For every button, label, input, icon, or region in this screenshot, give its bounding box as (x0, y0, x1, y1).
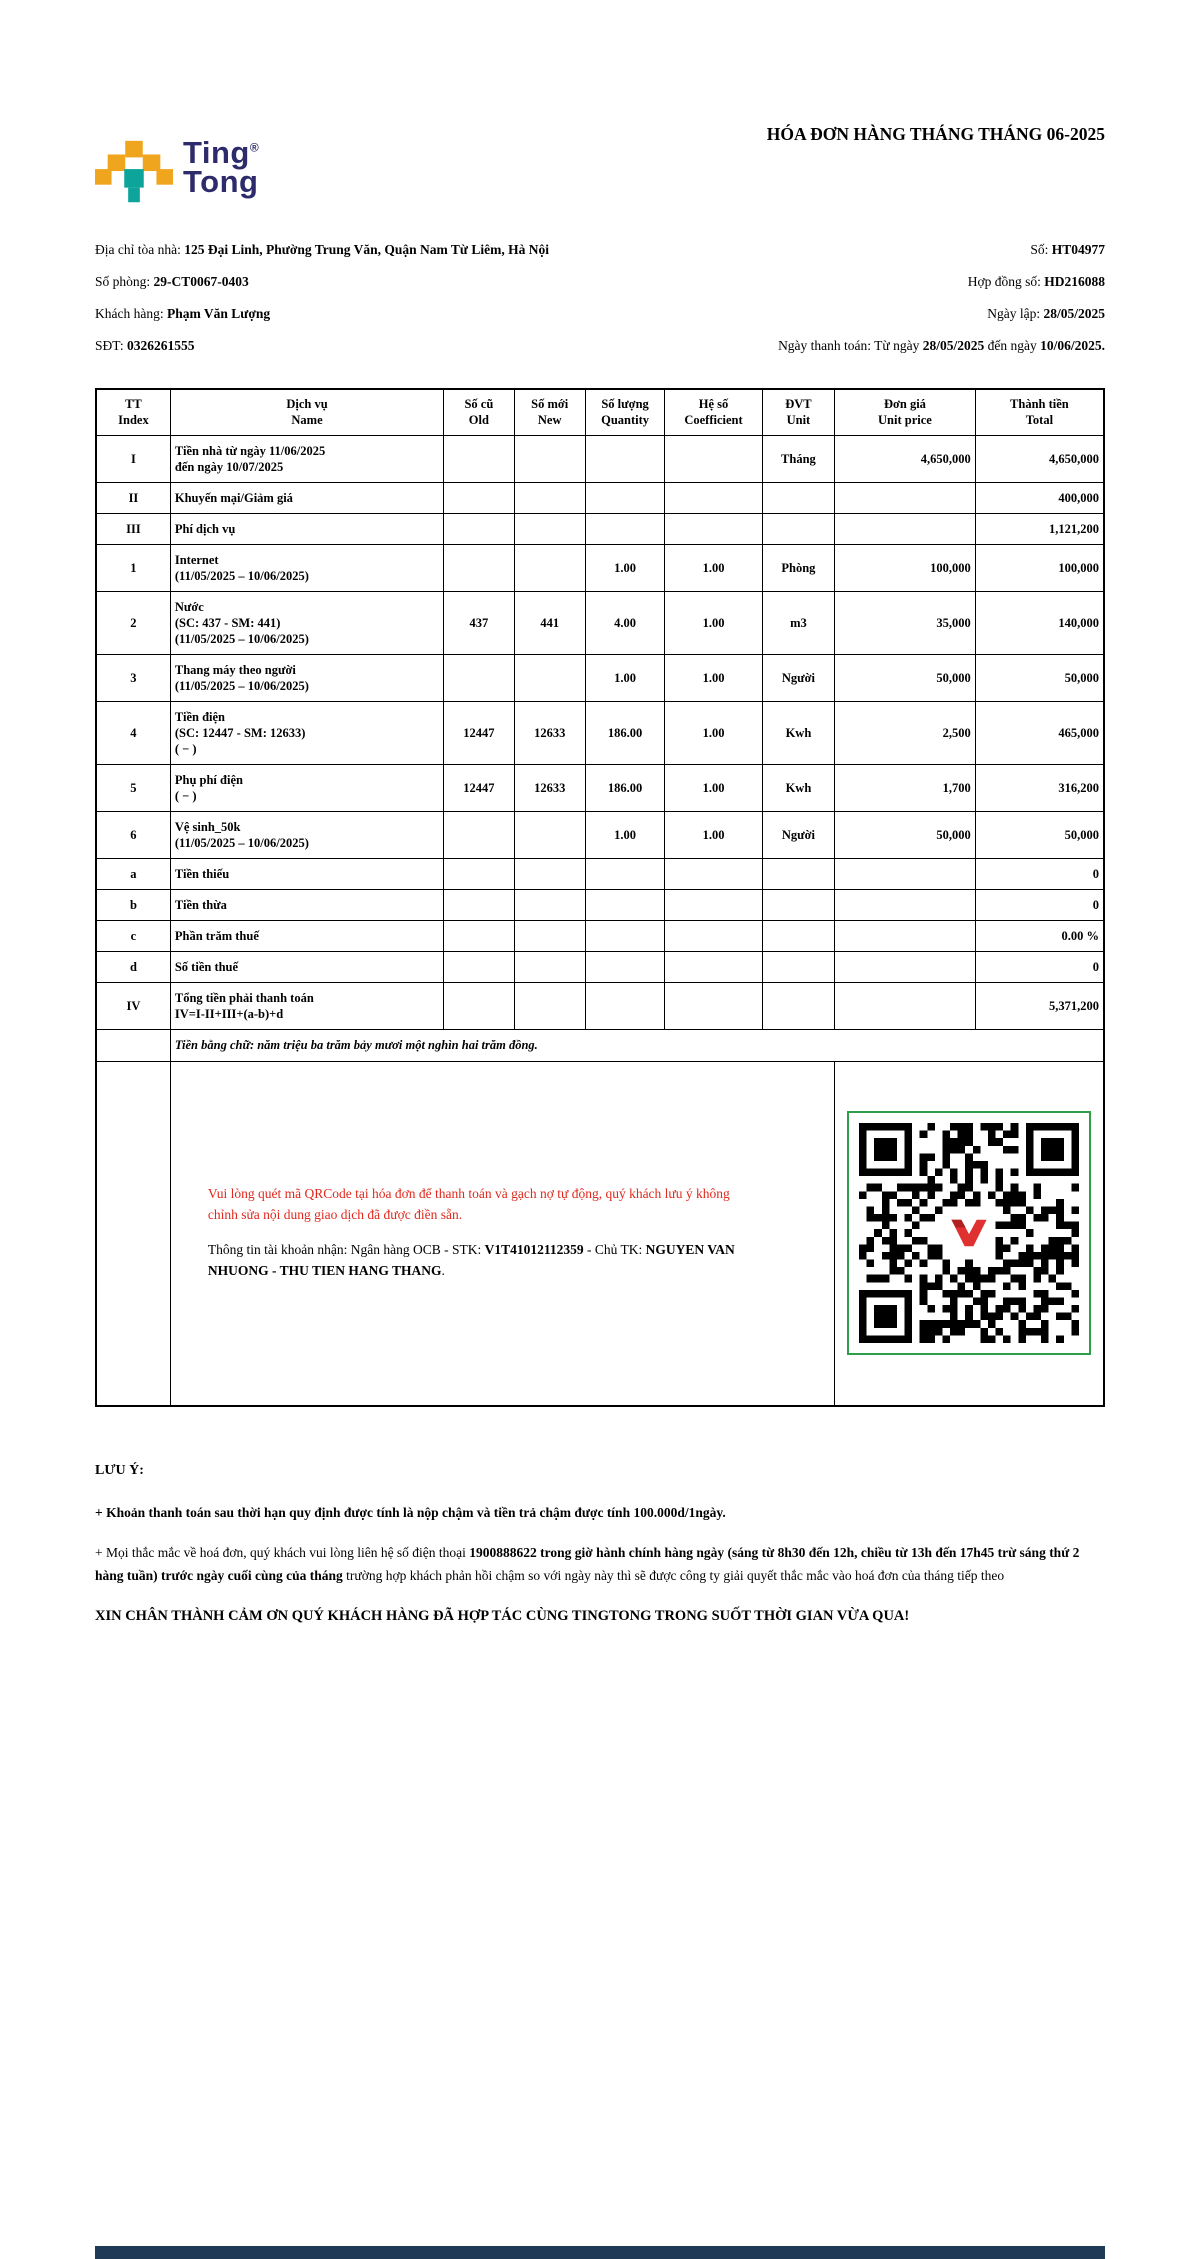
cell-qty (585, 920, 664, 951)
col-header-old: Số cũ Old (444, 389, 514, 435)
phone-value: 0326261555 (126, 338, 195, 353)
col-header-unit-price: Đơn giá Unit price (835, 389, 976, 435)
cell-unit: Tháng (762, 435, 834, 482)
invoice-table (95, 388, 1105, 1407)
table-row-6 (96, 811, 1104, 858)
table-row-c (96, 920, 1104, 951)
contract-number-line (565, 266, 1105, 298)
payment-period-line (565, 330, 1105, 362)
cell-name: Phí dịch vụ (170, 513, 443, 544)
address-label: Địa chỉ tòa nhà: (95, 242, 185, 257)
cell-unit (762, 513, 834, 544)
cell-coef: 1.00 (665, 811, 762, 858)
cell-qty: 1.00 (585, 811, 664, 858)
cell-qty (585, 982, 664, 1029)
col-header-quantity: Số lượng Quantity (585, 389, 664, 435)
customer-label: Khách hàng: (95, 306, 167, 321)
cell-old (444, 435, 514, 482)
payment-from-date: 28/05/2025 (922, 338, 985, 353)
cell-total: 316,200 (975, 764, 1104, 811)
cell-coef (665, 889, 762, 920)
cell-unit (762, 920, 834, 951)
cell-index: 6 (96, 811, 170, 858)
cell-new (514, 858, 585, 889)
cell-unit (762, 858, 834, 889)
col-header-total: Thành tiền Total (975, 389, 1104, 435)
qr-center-v-logo-icon (944, 1217, 994, 1249)
invoice-number-label: Số: (1030, 242, 1052, 257)
cell-coef (665, 982, 762, 1029)
cell-price: 35,000 (835, 591, 976, 654)
table-row-b (96, 889, 1104, 920)
cell-new: 12633 (514, 764, 585, 811)
cell-qty: 4.00 (585, 591, 664, 654)
cell-coef: 1.00 (665, 654, 762, 701)
logo-wordmark (183, 135, 260, 200)
payment-mid: đến ngày (984, 338, 1041, 353)
cell-new (514, 513, 585, 544)
cell-qty (585, 951, 664, 982)
cell-qty: 186.00 (585, 701, 664, 764)
cell-total: 50,000 (975, 654, 1104, 701)
cell-unit: m3 (762, 591, 834, 654)
cell-old (444, 920, 514, 951)
cell-unit: Kwh (762, 701, 834, 764)
info-right-column (565, 234, 1105, 362)
table-row-4 (96, 701, 1104, 764)
cell-index: 5 (96, 764, 170, 811)
amount-in-words-value: năm triệu ba trăm bảy mươi một nghìn hai trăm đồng. (257, 1038, 538, 1052)
cell-index: III (96, 513, 170, 544)
building-address-line (95, 234, 565, 266)
cell-coef (665, 435, 762, 482)
footer-bar (95, 2246, 1105, 2259)
account-mid: - Chủ TK: (583, 1242, 646, 1258)
cell-coef: 1.00 (665, 544, 762, 591)
cell-index: d (96, 951, 170, 982)
cell-old: 12447 (444, 764, 514, 811)
cell-index: 2 (96, 591, 170, 654)
cell-name: Tiền thừa (170, 889, 443, 920)
room-value: 29-CT0067-0403 (153, 274, 249, 289)
cell-total: 5,371,200 (975, 982, 1104, 1029)
cell-price: 1,700 (835, 764, 976, 811)
cell-total: 140,000 (975, 591, 1104, 654)
cell-new: 441 (514, 591, 585, 654)
cell-name: Tiền nhà từ ngày 11/06/2025 đến ngày 10/07/2025 (170, 435, 443, 482)
contract-label: Hợp đồng số: (967, 274, 1045, 289)
table-row-d (96, 951, 1104, 982)
cell-price (835, 482, 976, 513)
bank-account-info (208, 1240, 735, 1282)
room-number-line (95, 266, 565, 298)
issue-date-value: 28/05/2025 (1043, 306, 1105, 321)
cell-new (514, 435, 585, 482)
amount-in-words-cell (170, 1029, 1104, 1061)
info-left-column (95, 234, 565, 362)
cell-new (514, 920, 585, 951)
notes-heading: LƯU Ý: (95, 1463, 144, 1478)
cell-old (444, 982, 514, 1029)
cell-coef (665, 858, 762, 889)
account-prefix: Thông tin tài khoản nhận: Ngân hàng OCB - STK: (207, 1242, 485, 1258)
logo-tong: Tong (183, 164, 259, 200)
cell-coef (665, 920, 762, 951)
qr-code-cell (835, 1061, 1104, 1406)
cell-price (835, 951, 976, 982)
cell-name: Tiền thiếu (170, 858, 443, 889)
phone-line (95, 330, 565, 362)
deadline-emphasis: trước ngày cuối cùng của tháng (161, 1567, 343, 1583)
cell-qty (585, 889, 664, 920)
cell-new (514, 951, 585, 982)
table-row-IV (96, 982, 1104, 1029)
cell-name: Số tiền thuế (170, 951, 443, 982)
cell-price: 2,500 (835, 701, 976, 764)
table-row-3 (96, 654, 1104, 701)
cell-old (444, 951, 514, 982)
cell-coef (665, 513, 762, 544)
cell-old (444, 482, 514, 513)
cell-price: 4,650,000 (835, 435, 976, 482)
cell-coef: 1.00 (665, 701, 762, 764)
cell-unit (762, 482, 834, 513)
tingtong-logo (95, 135, 260, 208)
cell-old (444, 544, 514, 591)
cell-index: c (96, 920, 170, 951)
cell-index: IV (96, 982, 170, 1029)
cell-coef (665, 482, 762, 513)
cell-index: I (96, 435, 170, 482)
hotline-number-and-hours: 1900888622 trong giờ hành chính hàng ngày (sáng từ 8h30 đến 12h, chiều từ 13h đến 17h45 trừ sáng thứ 2 hàng tuần) (95, 1545, 1080, 1583)
cell-price: 50,000 (835, 654, 976, 701)
table-row-2 (96, 591, 1104, 654)
invoice-title: HÓA ĐƠN HÀNG THÁNG THÁNG 06-2025 (766, 124, 1105, 144)
cell-index: II (96, 482, 170, 513)
cell-old (444, 654, 514, 701)
cell-qty: 1.00 (585, 654, 664, 701)
cell-unit (762, 951, 834, 982)
cell-qty (585, 858, 664, 889)
cell-total: 400,000 (975, 482, 1104, 513)
cell-unit: Kwh (762, 764, 834, 811)
cell-new: 12633 (514, 701, 585, 764)
contract-value: HD216088 (1044, 274, 1105, 289)
cell-name: Tiền điện (SC: 12447 - SM: 12633) ( − ) (170, 701, 443, 764)
address-value: 125 Đại Linh, Phường Trung Văn, Quận Nam Từ Liêm, Hà Nội (184, 242, 549, 257)
table-row-III (96, 513, 1104, 544)
cell-total: 0 (975, 951, 1104, 982)
cell-total: 0.00 % (975, 920, 1104, 951)
cell-price (835, 889, 976, 920)
cell-old: 12447 (444, 701, 514, 764)
cell-new (514, 811, 585, 858)
cell-index: b (96, 889, 170, 920)
cell-new (514, 982, 585, 1029)
cell-coef (665, 951, 762, 982)
cell-name: Vệ sinh_50k (11/05/2025 – 10/06/2025) (170, 811, 443, 858)
cell-coef: 1.00 (665, 764, 762, 811)
cell-unit (762, 889, 834, 920)
payment-instructions-cell (170, 1061, 834, 1406)
cell-total: 100,000 (975, 544, 1104, 591)
issue-date-line (565, 298, 1105, 330)
table-row-a (96, 858, 1104, 889)
col-header-name: Dịch vụ Name (170, 389, 443, 435)
cell-qty (585, 513, 664, 544)
issue-date-label: Ngày lập: (987, 306, 1044, 321)
cell-index: 1 (96, 544, 170, 591)
cell-total: 465,000 (975, 701, 1104, 764)
table-row-II (96, 482, 1104, 513)
room-label: Số phòng: (95, 274, 154, 289)
cell-name: Phần trăm thuế (170, 920, 443, 951)
cell-unit: Người (762, 654, 834, 701)
cell-price: 100,000 (835, 544, 976, 591)
tingtong-pixel-tree-icon (95, 138, 173, 208)
cell-name: Thang máy theo người (11/05/2025 – 10/06/2025) (170, 654, 443, 701)
cell-total: 50,000 (975, 811, 1104, 858)
cell-qty (585, 435, 664, 482)
table-row-1 (96, 544, 1104, 591)
thank-you-message: XIN CHÂN THÀNH CẢM ƠN QUÝ KHÁCH HÀNG ĐÃ HỢP TÁC CÙNG TINGTONG TRONG SUỐT THỜI GIAN VỪA QUA! (95, 1607, 910, 1624)
cell-index: a (96, 858, 170, 889)
amount-in-words-row (96, 1029, 1104, 1061)
table-header-row (96, 389, 1104, 435)
cell-name: Phụ phí điện ( − ) (170, 764, 443, 811)
account-suffix: . (441, 1263, 445, 1279)
header (95, 120, 1105, 208)
cell-unit: Người (762, 811, 834, 858)
invoice-number-value: HT04977 (1051, 242, 1105, 257)
invoice-info (95, 234, 1105, 362)
cell-name: Khuyến mại/Giảm giá (170, 482, 443, 513)
cell-old (444, 513, 514, 544)
hotline-note-text-3: trường hợp khách phản hồi chậm so với ngày này thì sẽ được công ty giải quyết thắc mắc vào hoá đơn của tháng tiếp theo (342, 1567, 1005, 1583)
registered-mark-icon: ® (249, 140, 260, 155)
cell-total: 0 (975, 858, 1104, 889)
cell-total: 1,121,200 (975, 513, 1104, 544)
payment-to-date: 10/06/2025. (1040, 338, 1105, 353)
account-number: V1T41012112359 (484, 1242, 584, 1258)
cell-qty (585, 482, 664, 513)
cell-price (835, 513, 976, 544)
col-header-unit: ĐVT Unit (762, 389, 834, 435)
cell-name: Internet (11/05/2025 – 10/06/2025) (170, 544, 443, 591)
cell-index: 4 (96, 701, 170, 764)
payment-qr-code (847, 1111, 1091, 1355)
cell-old (444, 858, 514, 889)
hotline-note (95, 1542, 1105, 1587)
cell-qty: 1.00 (585, 544, 664, 591)
table-row-I (96, 435, 1104, 482)
cell-old: 437 (444, 591, 514, 654)
hotline-note-text-1: + Mọi thắc mắc về hoá đơn, quý khách vui lòng liên hệ số điện thoại (95, 1545, 470, 1561)
col-header-new: Số mới New (514, 389, 585, 435)
empty-cell (96, 1061, 170, 1406)
qr-scan-notice: Vui lòng quét mã QRCode tại hóa đơn để thanh toán và gạch nợ tự động, quý khách lưu ý không chỉnh sửa nội dung giao dịch đã được điền sẵn. (207, 1186, 730, 1223)
cell-name: Tổng tiền phải thanh toán IV=I-II+III+(a-b)+d (170, 982, 443, 1029)
cell-unit: Phòng (762, 544, 834, 591)
notes-section (95, 1459, 1105, 1628)
qr-row (96, 1061, 1104, 1406)
late-payment-note: + Khoản thanh toán sau thời hạn quy định được tính là nộp chậm và tiền trả chậm được tính 100.000d/1ngày. (95, 1505, 726, 1521)
cell-index: 3 (96, 654, 170, 701)
cell-total: 4,650,000 (975, 435, 1104, 482)
cell-unit (762, 982, 834, 1029)
phone-label: SĐT: (95, 338, 127, 353)
account-holder: NGUYEN VAN NHUONG - THU TIEN HANG THANG (207, 1242, 735, 1279)
empty-cell (96, 1029, 170, 1061)
cell-coef: 1.00 (665, 591, 762, 654)
cell-new (514, 654, 585, 701)
col-header-index: TT Index (96, 389, 170, 435)
customer-value: Phạm Văn Lượng (166, 306, 271, 321)
cell-price: 50,000 (835, 811, 976, 858)
customer-line (95, 298, 565, 330)
table-row-5 (96, 764, 1104, 811)
cell-old (444, 811, 514, 858)
cell-price (835, 982, 976, 1029)
cell-new (514, 889, 585, 920)
cell-qty: 186.00 (585, 764, 664, 811)
cell-price (835, 920, 976, 951)
cell-total: 0 (975, 889, 1104, 920)
cell-name: Nước (SC: 437 - SM: 441) (11/05/2025 – 10/06/2025) (170, 591, 443, 654)
cell-new (514, 482, 585, 513)
amount-in-words-label: Tiền bằng chữ: (174, 1038, 258, 1052)
col-header-coefficient: Hệ số Coefficient (665, 389, 762, 435)
cell-old (444, 889, 514, 920)
cell-price (835, 858, 976, 889)
payment-prefix: Ngày thanh toán: Từ ngày (778, 338, 923, 353)
logo-ting: Ting (183, 135, 250, 170)
cell-new (514, 544, 585, 591)
invoice-number-line (565, 234, 1105, 266)
